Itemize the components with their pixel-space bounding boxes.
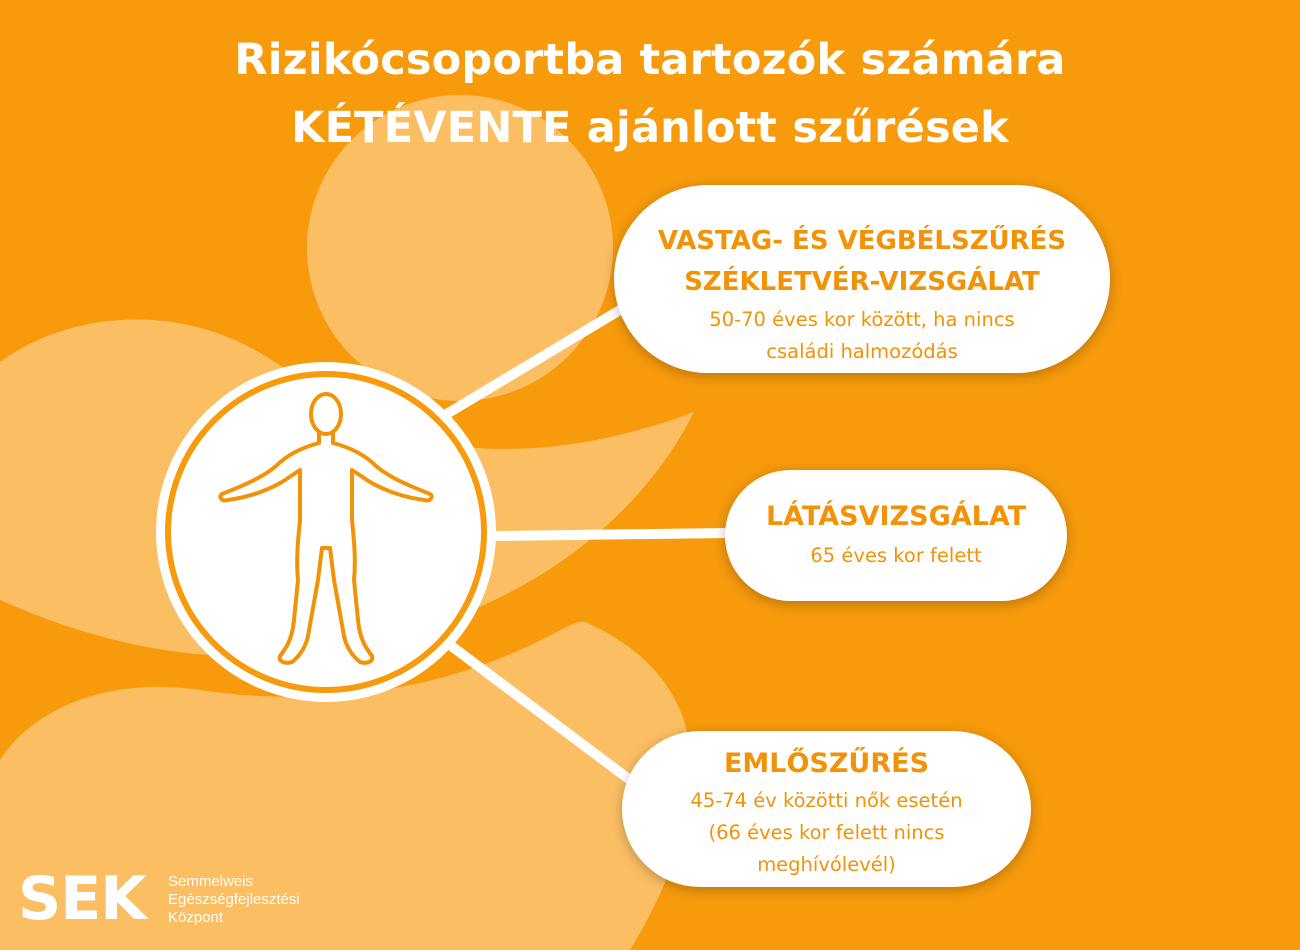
center-badge [156,362,496,702]
title-line-1: Rizikócsoportba tartozók számára [234,35,1066,85]
screening-breast-card [622,731,1031,887]
sek-logo [18,864,338,938]
org-name-line-2: Egészségfejlesztési [168,891,300,908]
screening-breast-detail-3: meghívólevél) [757,853,896,876]
screening-breast-title: EMLŐSZŰRÉS [723,748,930,779]
screening-vision-card [725,470,1067,601]
screening-colon-title-2: SZÉKLETVÉR-VIZSGÁLAT [684,267,1040,297]
org-name-line-1: Semmelweis [168,873,254,890]
screening-breast-detail-2: (66 éves kor felett nincs [708,821,945,844]
screening-colon-detail-2: családi halmozódás [766,340,958,363]
screening-breast-detail-1: 45-74 év közötti nők esetén [690,789,963,812]
org-name-line-3: Központ [168,909,224,926]
title-line-2: KÉTÉVENTE ajánlott szűrések [291,103,1009,153]
screening-vision-detail: 65 éves kor felett [810,544,982,567]
screening-colon-title-1: VASTAG- ÉS VÉGBÉLSZŰRÉS [657,226,1067,256]
screening-colon-detail-1: 50-70 éves kor között, ha nincs [709,308,1015,331]
sek-logo-mark: SEK [18,864,146,934]
screening-vision-title: LÁTÁSVIZSGÁLAT [765,501,1027,532]
connector-vision [495,533,728,536]
sek-logo-org-name [168,873,300,927]
screening-colon-card [614,185,1110,373]
